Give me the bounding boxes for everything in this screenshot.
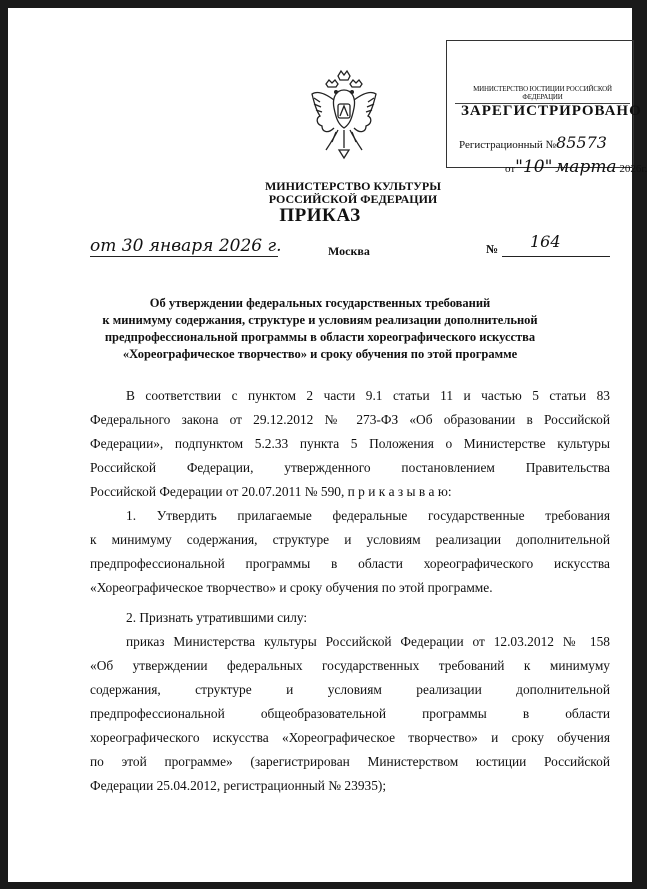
- order-number: 164: [530, 232, 561, 251]
- text-line: предпрофессиональной программы в области хореографического искусства: [90, 556, 610, 571]
- stamp-date-month: марта: [555, 157, 617, 177]
- text-line: Федерации 25.04.2012, регистрационный № 23935);: [90, 778, 387, 793]
- heading-line: предпрофессиональной программы в области хореографического искусства: [104, 330, 536, 344]
- paragraph-repealed-order: [90, 630, 610, 798]
- order-number-label: №: [486, 242, 499, 256]
- stamp-title: ЗАРЕГИСТРИРОВАНО: [461, 103, 642, 119]
- text-line: по этой программе» (зарегистрирован Министерством юстиции Российской: [90, 754, 610, 769]
- heading-line: «Хореографическое творчество» и сроку обучения по этой программе: [122, 347, 518, 361]
- stamp-reg-label: Регистрационный №: [459, 139, 557, 151]
- stamp-date-year: 2026: [619, 163, 642, 175]
- stamp-reg-number: 85573: [556, 133, 607, 152]
- order-city: Москва: [328, 244, 370, 258]
- ministry-line2: РОССИЙСКОЙ ФЕДЕРАЦИИ: [268, 192, 438, 206]
- stamp-registration: [459, 133, 607, 152]
- order-date: от 30 января 2026 г.: [90, 236, 282, 256]
- order-title: ПРИКАЗ: [279, 205, 361, 226]
- text-line: Федерального закона от 29.12.2012 № 273-ФЗ «Об образовании в Российской: [90, 412, 610, 427]
- registration-stamp: [446, 40, 647, 177]
- paragraph-item-2: [90, 606, 610, 630]
- number-underline: [502, 256, 610, 257]
- coat-of-arms-icon: [308, 68, 380, 162]
- text-line: предпрофессиональной общеобразовательной программы в области: [90, 706, 610, 721]
- heading-line: Об утверждении федеральных государственных требований: [149, 296, 491, 310]
- text-line: Российской Федерации, утвержденного постановлением Правительства: [90, 460, 610, 475]
- stamp-date: [505, 157, 647, 177]
- stamp-date-prefix: от: [505, 163, 516, 175]
- text-line: 1. Утвердить прилагаемые федеральные государственные требования: [126, 508, 610, 523]
- stamp-date-day: "10": [515, 157, 553, 177]
- stamp-ministry: МИНИСТЕРСТВО ЮСТИЦИИ РОССИЙСКОЙ ФЕДЕРАЦИИ: [455, 85, 630, 104]
- ministry-line1: МИНИСТЕРСТВО КУЛЬТУРЫ: [264, 179, 442, 193]
- text-line: хореографического искусства «Хореографическое творчество» и сроку обучения: [90, 730, 610, 745]
- heading-line: к минимуму содержания, структуре и условиям реализации дополнительной: [102, 313, 538, 327]
- text-line: приказ Министерства культуры Российской Федерации от 12.03.2012 № 158: [126, 634, 610, 649]
- text-line: В соответствии с пунктом 2 части 9.1 статьи 11 и частью 5 статьи 83: [126, 388, 610, 403]
- date-underline: [90, 256, 278, 257]
- text-line: Федерации», подпунктом 5.2.33 пункта 5 Положения о Министерстве культуры: [90, 436, 610, 451]
- text-line: «Об утверждении федеральных государственных требований к минимуму: [90, 658, 610, 673]
- paragraph-item-1: [90, 504, 610, 600]
- document-page: [8, 8, 647, 882]
- paragraph-preamble: [90, 384, 610, 504]
- text-line: «Хореографическое творчество» и сроку обучения по этой программе.: [90, 580, 493, 595]
- text-line: содержания, структуре и условиям реализации дополнительной: [90, 682, 610, 697]
- text-line: Российской Федерации от 20.07.2011 № 590, п р и к а з ы в а ю:: [90, 484, 452, 499]
- ministry-name: [258, 180, 448, 206]
- text-line: к минимуму содержания, структуре и условиям реализации дополнительной: [90, 532, 610, 547]
- stamp-date-suffix: г.: [641, 163, 647, 175]
- order-heading: [48, 295, 592, 363]
- text-line: 2. Признать утратившими силу:: [126, 610, 308, 625]
